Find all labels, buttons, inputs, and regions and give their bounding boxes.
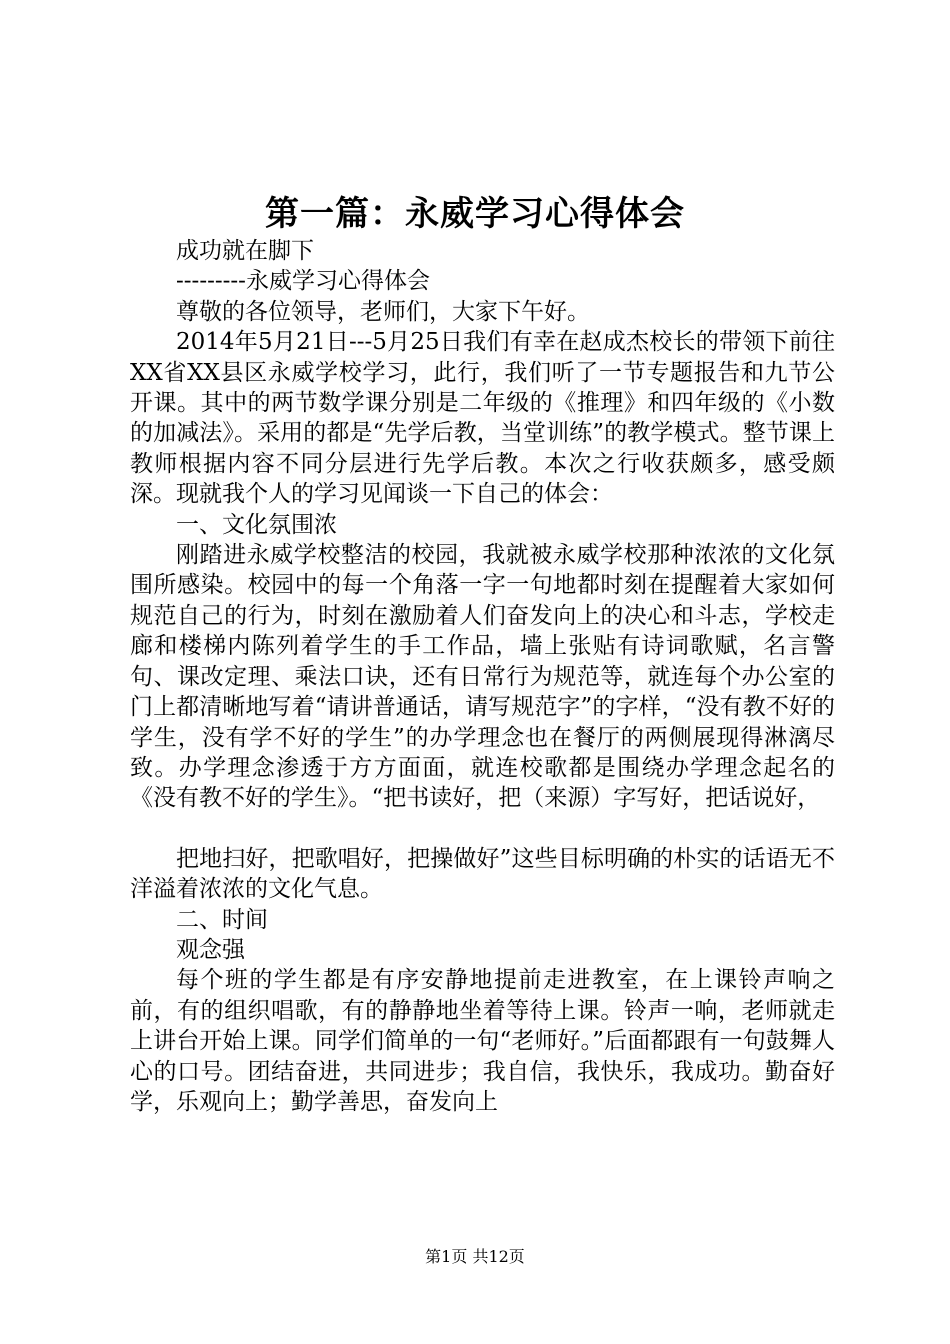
section-heading-2-cont: 观念强 <box>176 936 245 963</box>
paragraph-culture-cont: 把地扫好，把歌唱好，把操做好”这些目标明确的朴实的话语无不洋溢着浓浓的文化气息。 <box>130 845 835 903</box>
paragraph-subtitle: 成功就在脚下 <box>176 238 314 264</box>
document-body <box>130 236 835 1117</box>
section-heading-1: 一、文化氛围浓 <box>176 511 337 538</box>
paragraph-culture: 刚踏进永威学校整洁的校园，我就被永威学校那种浓浓的文化氛围所感染。校园中的每一个角落一字一句地都时刻在提醒着大家如何规范自己的行为，时刻在激励着人们奋发向上的决心和斗志，学校走廊和楼梯内陈列着学生的手工作品，墙上张贴有诗词歌赋，名言警句、课改定理、乘法口诀，还有日常行为规范等，就连每个办公室的门上都清晰地写着“请讲普通话，请写规范字”的字样，“没有教不好的学生，没有学不好的学生”的办学理念也在餐厅的两侧展现得淋漓尽致。办学理念渗透于方方面面，就连校歌都是围绕办学理念起名的《没有教不好的学生》。“把书读好，把（来源）字写好，把话说好， <box>130 542 835 812</box>
paragraph-greeting: 尊敬的各位领导，老师们，大家下午好。 <box>176 298 590 325</box>
page-footer: 第1页 共12页 <box>425 1247 525 1266</box>
paragraph-subtitle-dash: ---------永威学习心得体会 <box>176 268 430 295</box>
paragraph-time: 每个班的学生都是有序安静地提前走进教室，在上课铃声响之前，有的组织唱歌，有的静静地坐着等待上课。铃声一响，老师就走上讲台开始上课。同学们简单的一句“老师好。”后面都跟有一句鼓舞人心的口号。团结奋进，共同进步；我自信，我快乐，我成功。勤奋好学，乐观向上；勤学善思，奋发向上 <box>130 967 835 1115</box>
document-title: 第一篇：永威学习心得体会 <box>265 194 685 234</box>
section-heading-2: 二、时间 <box>176 906 268 933</box>
paragraph-intro: 2014年5月21日---5月25日我们有幸在赵成杰校长的带领下前往XX省XX县区永威学校学习，此行，我们听了一节专题报告和九节公开课。其中的两节数学课分别是二年级的《推理》和四年级的《小数的加减法》。采用的都是“先学后教，当堂训练”的教学模式。整节课上教师根据内容不同分层进行先学后教。本次之行收获颇多，感受颇深。现就我个人的学习见闻谈一下自己的体会： <box>130 329 835 508</box>
